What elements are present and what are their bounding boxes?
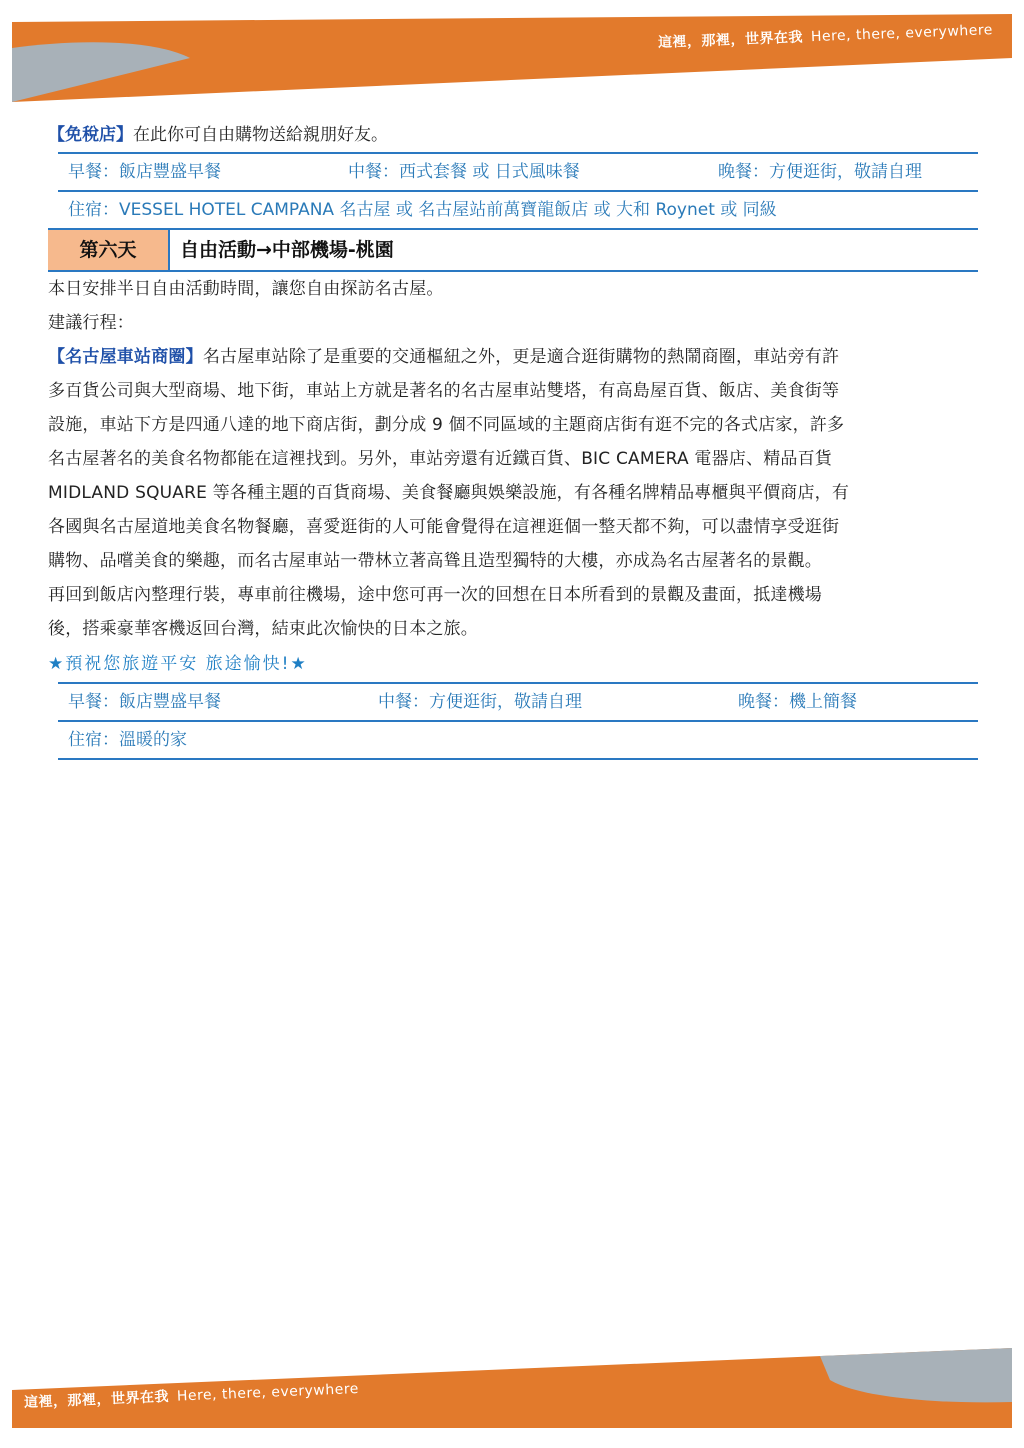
return-paragraph — [48, 578, 978, 646]
day5-meal-row — [58, 152, 978, 190]
station-line: MIDLAND SQUARE 等各種主題的百貨商場、美食餐廳與娛樂設施，有各種名牌精品專櫃與平價商店，有 — [48, 483, 850, 503]
day6-label: 第六天 — [48, 230, 170, 270]
day6-intro: 本日安排半日自由活動時間，讓您自由探訪名古屋。 — [48, 279, 444, 299]
itinerary-content — [48, 118, 978, 760]
day6-lunch: 中餐：方便逛街，敬請自理 — [378, 692, 582, 712]
day6-hotel-row — [58, 720, 978, 760]
station-tag: 【名古屋車站商圈】 — [48, 347, 203, 367]
day6-meal-row — [58, 682, 978, 720]
station-line: 設施，車站下方是四通八達的地下商店街，劃分成 9 個不同區域的主題商店街有逛不完的各式店家，許多 — [48, 415, 845, 435]
duty-free-line — [48, 118, 978, 152]
top-slogan-en: Here, there, everywhere — [810, 22, 994, 46]
station-line: 購物、品嚐美食的樂趣，而名古屋車站一帶林立著高聳且造型獨特的大樓，亦成為名古屋著名的景觀。 — [48, 551, 822, 571]
day6-header — [48, 228, 978, 272]
day6-suggest: 建議行程： — [48, 313, 134, 333]
day5-hotel: 住宿：VESSEL HOTEL CAMPANA 名古屋 或 名古屋站前萬寶龍飯店 或 大和 Roynet 或 同級 — [68, 200, 777, 220]
day6-dinner: 晚餐：機上簡餐 — [738, 692, 857, 712]
station-line: 【名古屋車站商圈】名古屋車站除了是重要的交通樞紐之外，更是適合逛街購物的熱鬧商圈，車站旁有許 — [48, 347, 840, 367]
return-line: 後，搭乘豪華客機返回台灣，結束此次愉快的日本之旅。 — [48, 619, 478, 639]
top-banner — [0, 0, 1024, 110]
day5-breakfast: 早餐：飯店豐盛早餐 — [68, 162, 221, 182]
station-line: 名古屋著名的美食名物都能在這裡找到。另外，車站旁還有近鐵百貨、BIC CAMERA 電器店、精品百貨 — [48, 449, 833, 469]
day5-hotel-row — [58, 190, 978, 228]
bottom-slogan-zh: 這裡，那裡，世界在我 — [23, 1388, 170, 1411]
top-slogan-zh: 這裡，那裡，世界在我 — [657, 29, 804, 51]
duty-free-tag: 【免稅店】 — [48, 125, 133, 145]
bottom-slogan-en: Here, there, everywhere — [176, 1380, 360, 1405]
day6-hotel: 住宿：溫暖的家 — [68, 730, 187, 750]
day6-breakfast: 早餐：飯店豐盛早餐 — [68, 692, 221, 712]
day5-meals-table — [58, 152, 978, 228]
top-banner-shape — [0, 0, 1024, 110]
station-line: 多百貨公司與大型商場、地下街，車站上方就是著名的名古屋車站雙塔，有高島屋百貨、飯店、美食街等 — [48, 381, 840, 401]
day5-lunch: 中餐：西式套餐 或 日式風味餐 — [348, 162, 580, 182]
wish-line: ★預祝您旅遊平安 旅途愉快!★ — [48, 654, 308, 674]
day6-meals-table — [58, 682, 978, 760]
duty-free-text: 在此你可自由購物送給親朋好友。 — [133, 125, 388, 145]
day5-dinner: 晚餐：方便逛街，敬請自理 — [718, 162, 922, 182]
day6-title: 自由活動→中部機場-桃園 — [180, 239, 394, 261]
station-line: 各國與名古屋道地美食名物餐廳，喜愛逛街的人可能會覺得在這裡逛個一整天都不夠，可以盡情享受逛街 — [48, 517, 840, 537]
station-paragraph — [48, 340, 978, 578]
return-line: 再回到飯店內整理行裝，專車前往機場，途中您可再一次的回想在日本所看到的景觀及畫面，抵達機場 — [48, 585, 822, 605]
